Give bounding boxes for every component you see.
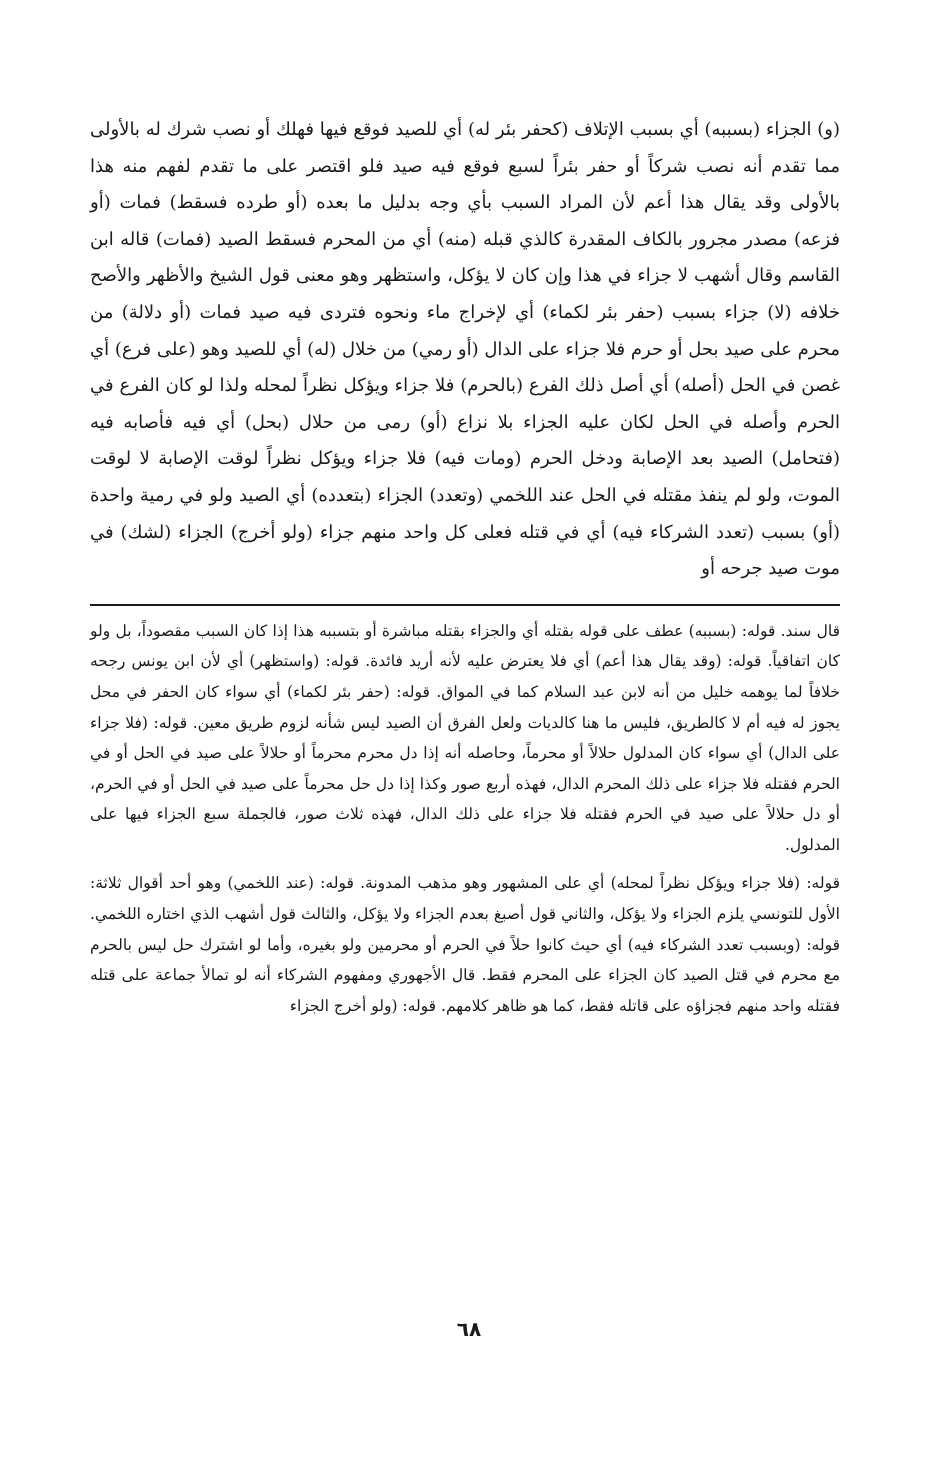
main-text: (و) الجزاء (بسببه) أي بسبب الإتلاف (كحفر بئر له) أي للصيد فوقع فيها فهلك أو نصب شرك له بالأولى مما تقدم أنه نصب شركاً أو حفر بئراً لسبع فوقع فيه صيد فلو اقتصر على ما تقدم لفهم منه هذا بالأولى وقد يقال هذا أعم لأن المراد السبب بأي وجه بدليل ما بعده (أو طرده فسقط) فمات (أو فزعه) مصدر مجرور بالكاف المقدرة كالذي قبله (منه) أي من المحرم فسقط الصيد (فمات) قاله ابن القاسم وقال أشهب لا جزاء في هذا وإن كان لا يؤكل، واستظهر وهو معنى قول الشيخ والأظهر والأصح خلافه (لا) جزاء بسبب (حفر بئر لكماء) أي لإخراج ماء ونحوه فتردى فيه صيد فمات (أو دلالة) من محرم على صيد بحل أو حرم فلا جزاء على الدال (أو رمي) من خلال (له) أي للصيد وهو (على فرع) أي غصن في الحل (أصله) أي أصل ذلك الفرع (بالحرم) فلا جزاء ويؤكل نظراً لمحله ولذا لو كان الفرع في الحرم وأصله في الحل لكان عليه الجزاء بلا نزاع (أو) رمى من حلال (بحل) أي فيه فأصابه فيه (فتحامل) الصيد بعد الإصابة ودخل الحرم (ومات فيه) فلا جزاء ويؤكل نظراً لوقت الإصابة لا لوقت الموت، ولو لم ينفذ مقتله في الحل عند اللخمي (وتعدد) الجزاء (بتعدده) أي الصيد ولو في رمية واحدة (أو) بسبب (تعدد الشركاء فيه) أي في قتله فعلى كل واحد منهم جزاء (ولو أخرج) الجزاء (لشك) في موت صيد جرحه أو: [90, 119, 840, 580]
page-body: [90, 112, 840, 1021]
footnote-paragraph-2: قوله: (فلا جزاء ويؤكل نظراً لمحله) أي على المشهور وهو مذهب المدونة. قوله: (عند اللخمي) وهو أحد أقوال ثلاثة: الأول للتونسي يلزم الجزاء ولا يؤكل، والثاني قول أصبغ بعدم الجزاء ولا يؤكل، والثالث قول أشهب الذي اختاره اللخمي. قوله: (وبسبب تعدد الشركاء فيه) أي حيث كانوا حلاً في الحرم أو محرمين ولو بغيره، وأما لو اشترك حل ليس بالحرم مع محرم في قتل الصيد كان الجزاء على المحرم فقط. قال الأجهوري ومفهوم الشركاء أنه لو تمالأ جماعة على قتله فقتله واحد منهم فجزاؤه على قاتله فقط، كما هو ظاهر كلامهم. قوله: (ولو أخرج الجزاء: [90, 874, 840, 1015]
page-number: ٦٨: [456, 1317, 482, 1341]
footnote-paragraph-1: قال سند. قوله: (بسببه) عطف على قوله بقتله أي والجزاء بقتله مباشرة أو بتسببه هذا إذا كان السبب مقصوداً، بل ولو كان اتفاقياً. قوله: (وقد يقال هذا أعم) أي فلا يعترض عليه لأنه أريد فائدة. قوله: (واستظهر) أي لأن ابن يونس رجحه خلافاً لما يوهمه خليل من أنه لابن عبد السلام كما في المواق. قوله: (حفر بئر لكماء) أي سواء كان الحفر في محل يجوز له فيه أم لا كالطريق، فليس ما هنا كالديات ولعل الفرق أن الصيد ليس شأنه لزوم طريق معين. قوله: (فلا جزاء على الدال) أي سواء كان المدلول حلالاً أو محرماً، وحاصله أنه إذا دل محرم محرماً أو حلالاً على صيد في الحل أو في الحرم فقتله فلا جزاء على ذلك المحرم الدال، فهذه أربع صور وكذا إذا دل حل محرماً على صيد في الحل أو في الحرم، أو دل حلالاً على صيد في الحرم فقتله فلا جزاء على ذلك الدال، فهذه ثلاث صور، فالجملة سبع الجزاء فيها على المدلول.: [90, 621, 840, 854]
footnote-divider: [90, 604, 840, 606]
